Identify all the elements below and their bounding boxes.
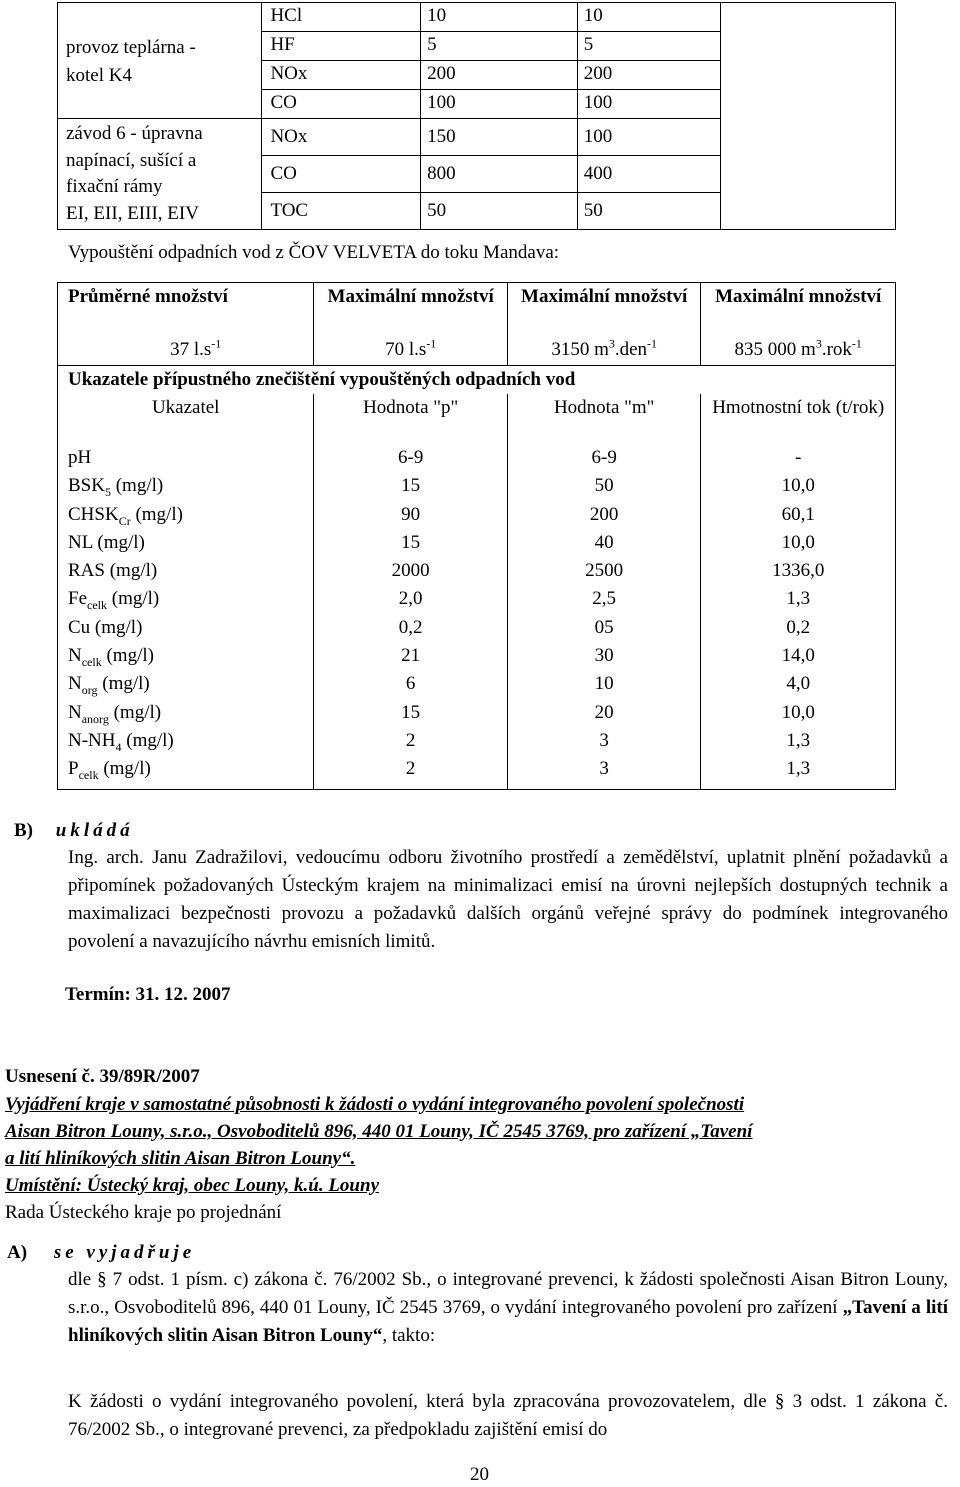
emission-limit-1: 800 bbox=[421, 156, 578, 193]
pollution-row bbox=[58, 727, 896, 755]
emission-limit-1: 50 bbox=[421, 193, 578, 230]
indicator-value-p: 15 bbox=[314, 529, 508, 557]
section-a-verb: se vyjadřuje bbox=[53, 1242, 196, 1263]
indicator-value-m: 10 bbox=[507, 670, 701, 698]
deadline: Termín: 31. 12. 2007 bbox=[65, 984, 231, 1005]
flow-header-4: Maximální množství bbox=[715, 286, 882, 307]
indicator-name: RAS (mg/l) bbox=[58, 557, 314, 585]
emission-limit-2: 400 bbox=[577, 156, 720, 193]
emissions-table bbox=[57, 2, 896, 230]
emission-limit-1: 10 bbox=[421, 3, 578, 32]
indicator-name: $N_{anorg}$ (mg/l) bbox=[58, 699, 314, 727]
pollution-header-row bbox=[58, 394, 896, 444]
indicator-value-p: 2 bbox=[314, 727, 508, 755]
indicator-value-p: 2,0 bbox=[314, 585, 508, 613]
emission-row bbox=[58, 3, 896, 32]
pollution-row bbox=[58, 755, 896, 790]
pollution-heading-row bbox=[58, 366, 896, 395]
pollution-row bbox=[58, 699, 896, 727]
emission-pollutant: NOx bbox=[262, 119, 421, 156]
emission-limit-2: 10 bbox=[577, 3, 720, 32]
pollution-row bbox=[58, 614, 896, 642]
section-a bbox=[7, 1240, 195, 1266]
indicator-name: NL (mg/l) bbox=[58, 529, 314, 557]
flow-value-2: 70 $l.s^{-1}$ bbox=[385, 336, 437, 360]
pollution-header-1: Ukazatel bbox=[151, 397, 220, 418]
flow-header-row bbox=[58, 283, 896, 338]
emission-pollutant: TOC bbox=[262, 193, 421, 230]
indicator-value-p: 6-9 bbox=[314, 444, 508, 472]
indicator-value-p: 0,2 bbox=[314, 614, 508, 642]
indicator-value-m: 3 bbox=[507, 727, 701, 755]
pollution-row bbox=[58, 444, 896, 472]
indicator-value-p: 2000 bbox=[314, 557, 508, 585]
indicator-name: $N_{celk}$ (mg/l) bbox=[58, 642, 314, 670]
emission-pollutant: CO bbox=[262, 156, 421, 193]
indicator-mass-flow: 1,3 bbox=[701, 585, 896, 613]
pollution-header-4: Hmotnostní tok (t/rok) bbox=[712, 397, 885, 418]
emission-source-line: závod 6 - úpravna bbox=[66, 123, 203, 144]
emission-source-line: provoz teplárna - bbox=[66, 36, 196, 58]
section-b-label: B) bbox=[14, 820, 33, 841]
pollution-header-2: Hodnota "p" bbox=[363, 397, 459, 418]
pollution-row bbox=[58, 529, 896, 557]
indicator-mass-flow: - bbox=[701, 444, 896, 472]
emission-source-line: kotel K4 bbox=[66, 64, 132, 86]
flow-value-3: 3150 $m^3.den^{-1}$ bbox=[551, 336, 658, 360]
flow-header-2: Maximální množství bbox=[327, 286, 494, 307]
indicator-mass-flow: 0,2 bbox=[701, 614, 896, 642]
emission-source-line: fixační rámy bbox=[66, 176, 163, 197]
section-a-label: A) bbox=[7, 1242, 28, 1263]
pollution-row bbox=[58, 670, 896, 698]
indicator-mass-flow: 60,1 bbox=[701, 501, 896, 529]
emission-pollutant: HCl bbox=[262, 3, 421, 32]
indicator-name: $CHSK_{Cr}$ (mg/l) bbox=[58, 501, 314, 529]
pollution-row bbox=[58, 557, 896, 585]
flow-value-4: 835 000 $m^3.rok^{-1}$ bbox=[734, 336, 862, 360]
indicator-value-m: 3 bbox=[507, 755, 701, 790]
empty-cell bbox=[720, 3, 896, 230]
flow-header-3: Maximální množství bbox=[521, 286, 688, 307]
indicator-name: $N-NH_4$ (mg/l) bbox=[58, 727, 314, 755]
flow-values-row bbox=[58, 337, 896, 366]
flow-value-1: 37 $l.s^{-1}$ bbox=[170, 336, 222, 360]
indicator-mass-flow: 10,0 bbox=[701, 529, 896, 557]
emission-limit-1: 200 bbox=[421, 61, 578, 90]
resolution-title-3: a lití hliníkových slitin Aisan Bitron Louny“. bbox=[5, 1148, 356, 1169]
emission-source bbox=[58, 3, 262, 119]
indicator-value-m: 2500 bbox=[507, 557, 701, 585]
section-a-paragraph-1: dle § 7 odst. 1 písm. c) zákona č. 76/2002 Sb., o integrované prevenci, k žádosti společnosti Aisan Bitron Louny, s.r.o., Osvoboditelů 896, 440 01 Louny, IČ 2545 3769, o vydání integrovaného povolení pro zařízení „Tavení a lití hliníkových slitin Aisan Bitron Louny“, takto: bbox=[68, 1269, 949, 1346]
indicator-value-p: 15 bbox=[314, 472, 508, 500]
indicator-value-m: 6-9 bbox=[507, 444, 701, 472]
indicator-mass-flow: 1336,0 bbox=[701, 557, 896, 585]
indicator-name: $P_{celk}$ (mg/l) bbox=[58, 755, 314, 790]
section-b bbox=[14, 818, 134, 844]
indicator-value-m: 200 bbox=[507, 501, 701, 529]
indicator-value-p: 2 bbox=[314, 755, 508, 790]
flow-header-1: Průměrné množství bbox=[68, 286, 228, 307]
emission-pollutant: NOx bbox=[262, 61, 421, 90]
pollution-row bbox=[58, 472, 896, 500]
indicator-value-m: 30 bbox=[507, 642, 701, 670]
emission-source-line: EI, EII, EIII, EIV bbox=[66, 202, 199, 224]
indicator-name: $Fe_{celk}$ (mg/l) bbox=[58, 585, 314, 613]
section-b-paragraph: Ing. arch. Janu Zadražilovi, vedoucímu odboru životního prostředí a zemědělství, uplatnit plnění požadavků a připomínek požadovaných Ústeckým krajem na minimalizaci emisí na úrovni nejlepších dostupných technik a maximalizaci bezpečnosti provozu a požadavků dalších orgánů veřejné správy do podmínek integrovaného povolení a navazujícího návrhu emisních limitů. bbox=[68, 847, 948, 952]
indicator-value-p: 6 bbox=[314, 670, 508, 698]
emission-source bbox=[58, 119, 262, 230]
pollution-row bbox=[58, 501, 896, 529]
indicator-name: $N_{org}$ (mg/l) bbox=[58, 670, 314, 698]
page-number: 20 bbox=[470, 1464, 489, 1485]
resolution-number: Usnesení č. 39/89R/2007 bbox=[5, 1066, 200, 1087]
emission-source-line: napínací, sušící a bbox=[66, 149, 197, 171]
indicator-value-m: 05 bbox=[507, 614, 701, 642]
indicator-value-m: 20 bbox=[507, 699, 701, 727]
pollution-header-3: Hodnota "m" bbox=[553, 397, 655, 418]
emission-limit-2: 5 bbox=[577, 32, 720, 61]
resolution-council: Rada Ústeckého kraje po projednání bbox=[5, 1202, 282, 1223]
emission-limit-2: 200 bbox=[577, 61, 720, 90]
resolution-location: Umístění: Ústecký kraj, obec Louny, k.ú. Louny bbox=[5, 1175, 379, 1196]
indicator-mass-flow: 1,3 bbox=[701, 755, 896, 790]
section-a-paragraph-2: K žádosti o vydání integrovaného povolení, která byla zpracována provozovatelem, dle § 3 odst. 1 zákona č. 76/2002 Sb., o integrované prevenci, za předpokladu zajištění emisí do bbox=[68, 1391, 948, 1440]
resolution-title-1: Vyjádření kraje v samostatné působnosti k žádosti o vydání integrovaného povolení společnosti bbox=[5, 1094, 745, 1115]
emission-limit-2: 100 bbox=[577, 90, 720, 119]
indicator-value-m: 40 bbox=[507, 529, 701, 557]
emission-limit-1: 100 bbox=[421, 90, 578, 119]
emission-pollutant: CO bbox=[262, 90, 421, 119]
waste-water-heading: Vypouštění odpadních vod z ČOV VELVETA do toku Mandava: bbox=[68, 242, 560, 263]
waste-water-table bbox=[57, 282, 896, 790]
pollution-row bbox=[58, 585, 896, 613]
indicator-mass-flow: 4,0 bbox=[701, 670, 896, 698]
indicator-name: Cu (mg/l) bbox=[58, 614, 314, 642]
emission-limit-2: 100 bbox=[577, 119, 720, 156]
pollution-heading: Ukazatele přípustného znečištění vypouštěných odpadních vod bbox=[68, 369, 576, 390]
indicator-value-p: 90 bbox=[314, 501, 508, 529]
indicator-mass-flow: 1,3 bbox=[701, 727, 896, 755]
indicator-mass-flow: 10,0 bbox=[701, 699, 896, 727]
indicator-mass-flow: 14,0 bbox=[701, 642, 896, 670]
indicator-name: $BSK_5$ (mg/l) bbox=[58, 472, 314, 500]
section-b-verb: ukládá bbox=[55, 820, 134, 841]
indicator-value-m: 50 bbox=[507, 472, 701, 500]
resolution-title-2: Aisan Bitron Louny, s.r.o., Osvoboditelů 896, 440 01 Louny, IČ 2545 3769, pro zařízení „Tavení bbox=[5, 1121, 753, 1142]
indicator-name: pH bbox=[58, 444, 314, 472]
emission-limit-2: 50 bbox=[577, 193, 720, 230]
indicator-value-p: 21 bbox=[314, 642, 508, 670]
pollution-row bbox=[58, 642, 896, 670]
indicator-mass-flow: 10,0 bbox=[701, 472, 896, 500]
indicator-value-p: 15 bbox=[314, 699, 508, 727]
indicator-value-m: 2,5 bbox=[507, 585, 701, 613]
emission-pollutant: HF bbox=[262, 32, 421, 61]
emission-limit-1: 150 bbox=[421, 119, 578, 156]
emission-limit-1: 5 bbox=[421, 32, 578, 61]
